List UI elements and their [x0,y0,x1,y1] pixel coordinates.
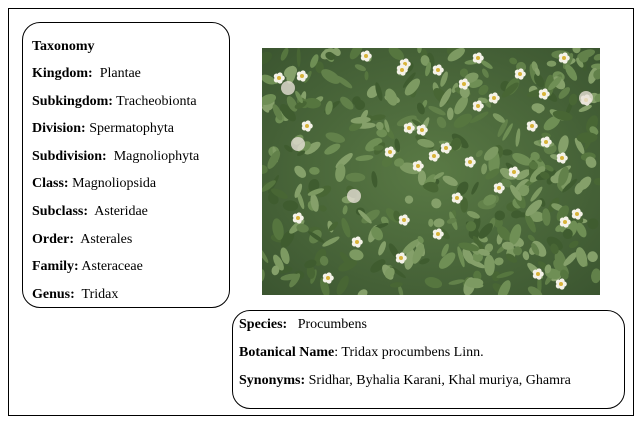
botanical-name-value: : Tridax procumbens Linn. [334,345,484,360]
species-label: Species: [239,317,288,332]
order-label: Order: [32,232,74,247]
genus-value: Tridax [74,287,119,302]
subclass-value: Asteridae [88,204,148,219]
synonyms-value: Sridhar, Byhalia Karani, Khal muriya, Ghamra [305,373,571,388]
seed-head-shape [579,91,593,105]
botanical-name-label: Botanical Name [239,345,335,360]
synonyms-label: Synonyms: [239,373,306,388]
species-box [232,310,625,409]
plant-photo-image [262,48,600,295]
subclass-label: Subclass: [32,204,89,219]
subclass-row [32,204,148,220]
genus-label: Genus: [32,287,75,302]
species-value: Procumbens [287,317,367,332]
order-value: Asterales [73,232,133,247]
synonyms-row [239,373,571,389]
leaf-shape [365,71,369,80]
subkingdom-row [32,94,197,110]
class-value: Magnoliopsida [68,176,157,191]
family-row [32,259,143,275]
seed-head-shape [347,189,361,203]
division-value: Spermatophyta [85,121,174,136]
kingdom-label: Kingdom: [32,66,93,81]
subkingdom-label: Subkingdom: [32,94,113,109]
class-label: Class: [32,176,69,191]
taxonomy-heading: Taxonomy [32,39,95,54]
kingdom-row [32,66,141,82]
class-row [32,176,156,192]
family-label: Family: [32,259,79,274]
family-value: Asteraceae [78,259,143,274]
leaf-shape [547,61,557,67]
division-label: Division: [32,121,86,136]
botanical-name-row [239,345,484,361]
genus-row [32,287,118,303]
subdivision-label: Subdivision: [32,149,107,164]
order-row [32,232,132,248]
species-row [239,317,367,333]
seed-head-shape [291,137,305,151]
kingdom-value: Plantae [92,66,141,81]
plant-photo [262,48,600,295]
taxonomy-box [22,22,230,308]
division-row [32,121,174,137]
subdivision-value: Magnoliophyta [106,149,200,164]
subdivision-row [32,149,199,165]
subkingdom-value: Tracheobionta [112,94,197,109]
seed-head-shape [281,81,295,95]
